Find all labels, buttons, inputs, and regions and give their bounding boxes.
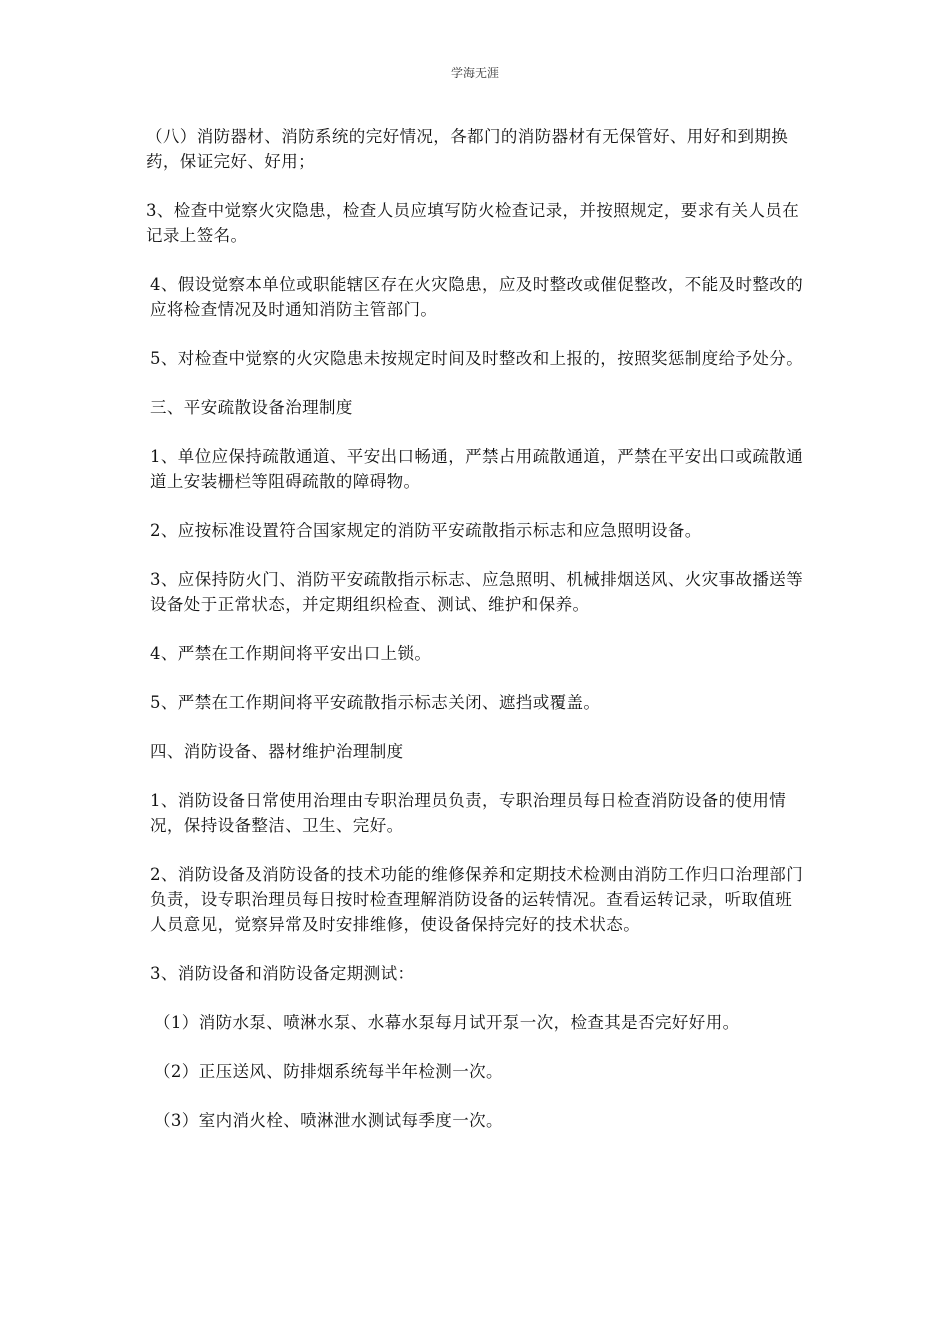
paragraph-maintenance-3: 3、消防设备和消防设备定期测试： <box>150 964 415 983</box>
paragraph-test-item-2: （2）正压送风、防排烟系统每半年检测一次。 <box>154 1062 503 1081</box>
paragraph-fire-equipment-condition: （八）消防器材、消防系统的完好情况，各都门的消防器材有无保管好、用好和到期换药，保证完好、好用； <box>146 127 789 171</box>
paragraph-evacuation-1: 1、单位应保持疏散通道、平安出口畅通，严禁占用疏散通道，严禁在平安出口或疏散通道上安装栅栏等阻碍疏散的障碍物。 <box>150 447 804 491</box>
paragraph-maintenance-2: 2、消防设备及消防设备的技术功能的维修保养和定期技术检测由消防工作归口治理部门负责，设专职治理员每日按时检查理解消防设备的运转情况。查看运转记录，听取值班人员意见，觉察异常及时安排维修，使设备保持完好的技术状态。 <box>150 865 804 934</box>
paragraph-maintenance-1: 1、消防设备日常使用治理由专职治理员负责，专职治理员每日检查消防设备的使用情况，保持设备整洁、卫生、完好。 <box>150 791 787 835</box>
paragraph-penalty: 5、对检查中觉察的火灾隐患未按规定时间及时整改和上报的，按照奖惩制度给予处分。 <box>150 349 804 368</box>
section-heading-evacuation: 三、平安疏散设备治理制度 <box>150 398 353 417</box>
page-header: 学海无涯 <box>450 66 499 80</box>
paragraph-test-item-3: （3）室内消火栓、喷淋泄水测试每季度一次。 <box>154 1111 503 1130</box>
paragraph-evacuation-5: 5、严禁在工作期间将平安疏散指示标志关闭、遮挡或覆盖。 <box>150 693 601 712</box>
paragraph-evacuation-4: 4、严禁在工作期间将平安出口上锁。 <box>150 644 432 663</box>
section-heading-maintenance: 四、消防设备、器材维护治理制度 <box>150 742 404 761</box>
paragraph-hazard-rectification: 4、假设觉察本单位或职能辖区存在火灾隐患，应及时整改或催促整改，不能及时整改的应将检查情况及时通知消防主管部门。 <box>150 275 804 319</box>
paragraph-evacuation-2: 2、应按标准设置符合国家规定的消防平安疏散指示标志和应急照明设备。 <box>150 521 702 540</box>
paragraph-evacuation-3: 3、应保持防火门、消防平安疏散指示标志、应急照明、机械排烟送风、火灾事故播送等设备处于正常状态，并定期组织检查、测试、维护和保养。 <box>150 570 804 614</box>
document-body <box>146 124 808 1157</box>
paragraph-test-item-1: （1）消防水泵、喷淋水泵、水幕水泵每月试开泵一次，检查其是否完好好用。 <box>154 1013 740 1032</box>
paragraph-hazard-record: 3、检查中觉察火灾隐患，检查人员应填写防火检查记录，并按照规定，要求有关人员在记录上签名。 <box>146 201 800 245</box>
